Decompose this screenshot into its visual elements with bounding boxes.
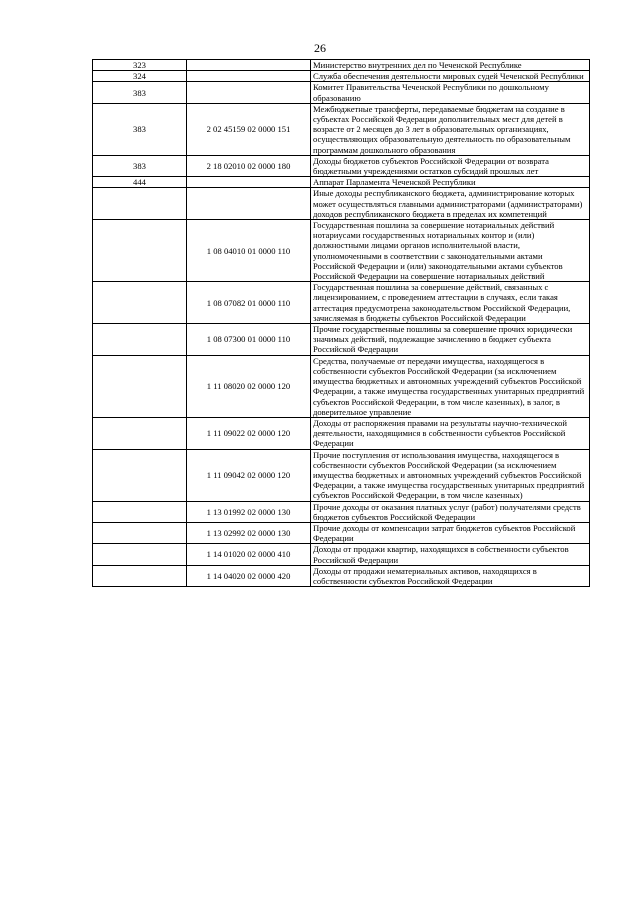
table-row [93, 220, 590, 282]
revenue-code-cell [187, 71, 311, 82]
revenue-code-cell: 2 18 02010 02 0000 180 [187, 155, 311, 176]
table-row [93, 82, 590, 103]
revenue-codes-table [92, 59, 590, 587]
revenue-name-cell: Доходы от продажи нематериальных активов, находящихся в собственности субъектов Российской Федерации [311, 565, 590, 586]
admin-code-cell: 444 [93, 177, 187, 188]
revenue-code-cell: 1 14 04020 02 0000 420 [187, 565, 311, 586]
revenue-code-cell: 1 11 09042 02 0000 120 [187, 449, 311, 501]
revenue-code-cell: 1 08 07082 01 0000 110 [187, 282, 311, 324]
revenue-name-cell: Государственная пошлина за совершение действий, связанных с лицензированием, с проведением аттестации в случаях, если такая аттестация предусмотрена законодательством Российской Федерации, зачисляемая в бюджеты субъектов Российской Федерации [311, 282, 590, 324]
table-row [93, 565, 590, 586]
revenue-code-cell: 1 13 02992 02 0000 130 [187, 522, 311, 543]
revenue-code-cell [187, 188, 311, 220]
table-body [93, 60, 590, 587]
admin-code-cell [93, 188, 187, 220]
revenue-code-cell: 1 14 01020 02 0000 410 [187, 544, 311, 565]
revenue-name-cell: Прочие доходы от компенсации затрат бюджетов субъектов Российской Федерации [311, 522, 590, 543]
admin-code-cell [93, 355, 187, 417]
revenue-name-cell: Государственная пошлина за совершение нотариальных действий нотариусами государственных нотариальных контор и (или) должностными лицами органов исполнительной власти, уполномоченными в соответствии с законодательными актами Российской Федерации и (или) законодательными актами субъектов Российской Федерации на совершение нотариальных действий [311, 220, 590, 282]
revenue-name-cell: Средства, получаемые от передачи имущества, находящегося в собственности субъектов Российской Федерации (за исключением имущества бюджетных и автономных учреждений субъектов Российской Федерации, а также имущества государственных унитарных предприятий субъектов Российской Федерации, в том числе казенных), в залог, в доверительное управление [311, 355, 590, 417]
table-row [93, 103, 590, 155]
table-row [93, 155, 590, 176]
admin-code-cell: 383 [93, 103, 187, 155]
revenue-name-cell: Аппарат Парламента Чеченской Республики [311, 177, 590, 188]
admin-code-cell [93, 522, 187, 543]
revenue-name-cell: Прочие доходы от оказания платных услуг (работ) получателями средств бюджетов субъектов Российской Федерации [311, 501, 590, 522]
table-row [93, 282, 590, 324]
revenue-name-cell: Доходы от распоряжения правами на результаты научно-технической деятельности, находящимися в собственности субъектов Российской Федерации [311, 417, 590, 449]
revenue-name-cell: Иные доходы республиканского бюджета, администрирование которых может осуществляться главными администраторами (администраторами) доходов республиканского бюджета в пределах их компетенций [311, 188, 590, 220]
revenue-code-cell [187, 60, 311, 71]
revenue-code-cell [187, 82, 311, 103]
admin-code-cell: 383 [93, 82, 187, 103]
revenue-name-cell: Прочие государственные пошлины за совершение прочих юридически значимых действий, подлежащие зачислению в бюджет субъекта Российской Федерации [311, 324, 590, 356]
revenue-name-cell: Министерство внутренних дел по Чеченской Республике [311, 60, 590, 71]
revenue-name-cell: Комитет Правительства Чеченской Республики по дошкольному образованию [311, 82, 590, 103]
revenue-code-cell [187, 177, 311, 188]
revenue-name-cell: Служба обеспечения деятельности мировых судей Чеченской Республики [311, 71, 590, 82]
table-row [93, 355, 590, 417]
admin-code-cell: 383 [93, 155, 187, 176]
revenue-name-cell: Доходы от продажи квартир, находящихся в собственности субъектов Российской Федерации [311, 544, 590, 565]
revenue-code-cell: 1 08 04010 01 0000 110 [187, 220, 311, 282]
admin-code-cell [93, 417, 187, 449]
table-row [93, 417, 590, 449]
revenue-code-cell: 1 08 07300 01 0000 110 [187, 324, 311, 356]
admin-code-cell [93, 501, 187, 522]
admin-code-cell [93, 282, 187, 324]
admin-code-cell [93, 544, 187, 565]
revenue-code-cell: 1 11 09022 02 0000 120 [187, 417, 311, 449]
revenue-name-cell: Межбюджетные трансферты, передаваемые бюджетам на создание в субъектах Российской Федерации дополнительных мест для детей в возрасте от 2 месяцев до 3 лет в образовательных организациях, осуществляющих образовательную деятельность по образовательным программам дошкольного образования [311, 103, 590, 155]
revenue-code-cell: 2 02 45159 02 0000 151 [187, 103, 311, 155]
admin-code-cell [93, 324, 187, 356]
admin-code-cell: 323 [93, 60, 187, 71]
revenue-code-cell: 1 11 08020 02 0000 120 [187, 355, 311, 417]
admin-code-cell: 324 [93, 71, 187, 82]
admin-code-cell [93, 449, 187, 501]
table-row [93, 188, 590, 220]
table-row [93, 71, 590, 82]
revenue-name-cell: Доходы бюджетов субъектов Российской Федерации от возврата бюджетными учреждениями остатков субсидий прошлых лет [311, 155, 590, 176]
admin-code-cell [93, 565, 187, 586]
revenue-name-cell: Прочие поступления от использования имущества, находящегося в собственности субъектов Российской Федерации (за исключением имущества бюджетных и автономных учреждений субъектов Российской Федерации, а также имущества государственных унитарных предприятий субъектов Российской Федерации, в том числе казенных) [311, 449, 590, 501]
admin-code-cell [93, 220, 187, 282]
table-row [93, 544, 590, 565]
table-row [93, 449, 590, 501]
table-row [93, 501, 590, 522]
table-row [93, 177, 590, 188]
table-row [93, 60, 590, 71]
table-row [93, 324, 590, 356]
revenue-code-cell: 1 13 01992 02 0000 130 [187, 501, 311, 522]
page-number: 26 [314, 41, 326, 55]
table-row [93, 522, 590, 543]
